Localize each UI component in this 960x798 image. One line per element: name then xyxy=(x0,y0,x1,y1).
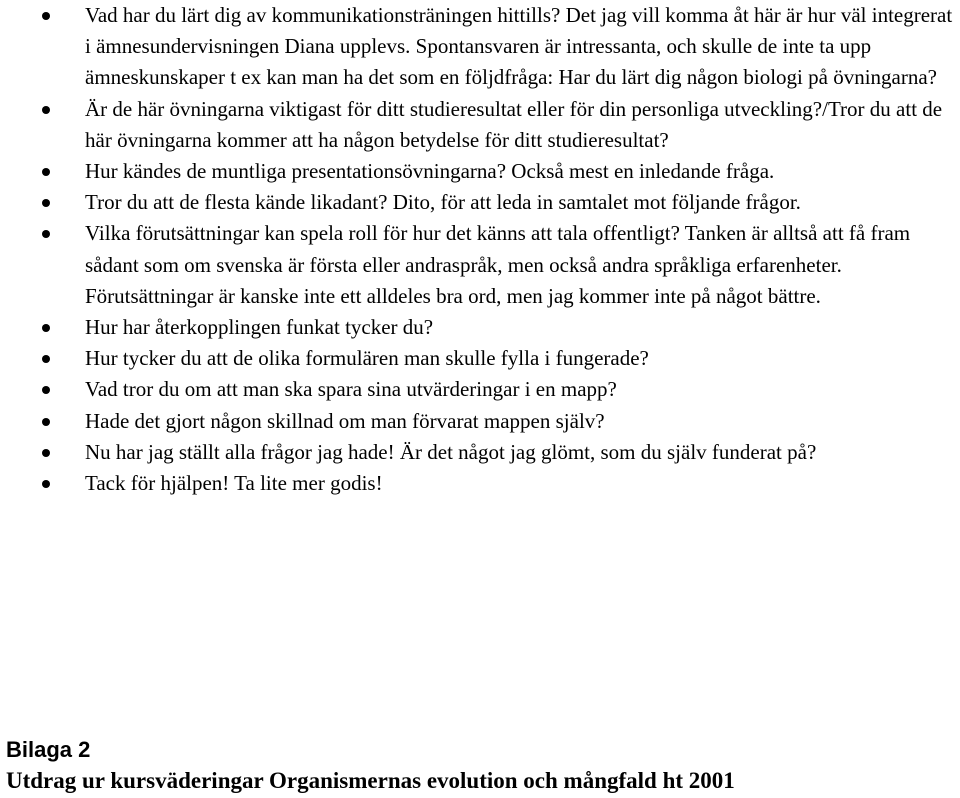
list-item xyxy=(0,94,960,156)
list-item xyxy=(0,312,960,343)
list-item-text: Hade det gjort någon skillnad om man förvarat mappen själv? xyxy=(85,408,605,433)
list-item xyxy=(0,437,960,468)
list-item-text: Vad tror du om att man ska spara sina utvärderingar i en mapp? xyxy=(85,377,617,402)
bullet-icon xyxy=(42,418,50,426)
list-item xyxy=(0,374,960,405)
bullet-icon xyxy=(42,480,50,488)
list-item-text: Tror du att de flesta kände likadant? Dito, för att leda in samtalet mot följande frågor. xyxy=(85,190,801,215)
list-item xyxy=(0,343,960,374)
list-item-text: Hur kändes de muntliga presentationsövningarna? Också mest en inledande fråga. xyxy=(85,159,775,184)
bullet-icon xyxy=(42,106,50,114)
list-item-text: Vad har du lärt dig av kommunikationsträningen hittills? Det jag vill komma åt här är hur väl integrerat i ämnesundervisningen Diana upplevs. Spontansvaren är intressanta, och skulle de inte ta upp ämneskunskaper t ex kan man ha det som en följdfråga: Har du lärt dig någon biologi på övningarna? xyxy=(85,3,953,90)
list-item xyxy=(0,156,960,187)
list-item-text: Hur har återkopplingen funkat tycker du? xyxy=(85,315,434,340)
bullet-icon xyxy=(42,230,50,238)
list-item-text: Vilka förutsättningar kan spela roll för hur det känns att tala offentligt? Tanken är alltså att få fram sådant som om svenska är första eller andraspråk, men också andra språkliga erfarenheter. Förutsättningar är kanske inte ett alldeles bra ord, men jag kommer inte på något bättre. xyxy=(85,221,911,308)
list-item-text: Tack för hjälpen! Ta lite mer godis! xyxy=(85,471,383,496)
list-item xyxy=(0,218,960,312)
appendix-subheading: Utdrag ur kursväderingar Organismernas evolution och mångfald ht 2001 xyxy=(6,768,735,793)
list-item-text: Hur tycker du att de olika formulären man skulle fylla i fungerade? xyxy=(85,346,649,371)
list-item-text: Är de här övningarna viktigast för ditt studieresultat eller för din personliga utveckling?/Tror du att de här övningarna kommer att ha någon betydelse för ditt studieresultat? xyxy=(85,96,943,152)
bullet-icon xyxy=(42,199,50,207)
bullet-icon xyxy=(42,355,50,363)
bullet-icon xyxy=(42,168,50,176)
list-item xyxy=(0,0,960,94)
bullet-icon xyxy=(42,324,50,332)
bullet-icon xyxy=(42,449,50,457)
list-item-text: Nu har jag ställt alla frågor jag hade! Är det något jag glömt, som du själv funderat på? xyxy=(85,439,817,464)
appendix-heading: Bilaga 2 xyxy=(6,737,91,762)
bullet-icon xyxy=(42,12,50,20)
list-item xyxy=(0,468,960,499)
list-item xyxy=(0,187,960,218)
list-item xyxy=(0,406,960,437)
bullet-icon xyxy=(42,386,50,394)
